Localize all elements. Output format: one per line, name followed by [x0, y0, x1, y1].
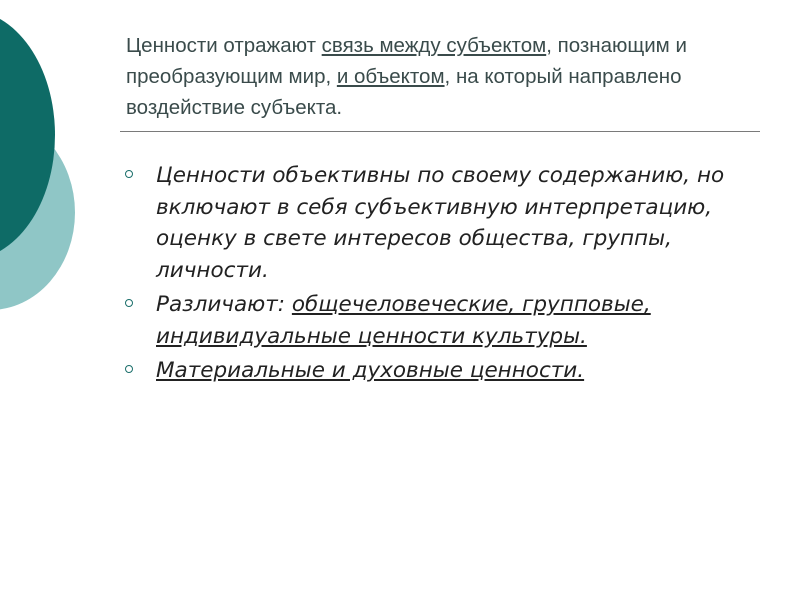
- bullet-prefix: Различают:: [156, 292, 292, 317]
- bullet-link-material-spiritual[interactable]: Материальные и духовные ценности.: [156, 358, 585, 383]
- bullet-list: [120, 160, 760, 390]
- bullet-link-values-types[interactable]: общечеловеческие, групповые, индивидуальные ценности культуры.: [156, 292, 651, 349]
- bullet-item-objective: [120, 160, 760, 286]
- title-link-connection[interactable]: связь между субъектом: [321, 34, 547, 57]
- title-text-1: Ценности отражают: [126, 34, 322, 57]
- bullet-circle-icon: [125, 365, 133, 373]
- bullet-circle-icon: [125, 170, 133, 178]
- bullet-circle-icon: [125, 299, 133, 307]
- bullet-text: Ценности объективны по своему содержанию, но включают в себя субъективную интерпретацию, оценку в свете интересов общества, группы, личности.: [156, 163, 725, 283]
- title-link-object[interactable]: и объектом: [336, 65, 445, 88]
- title-text-2: , познающим и преобразующим мир,: [126, 34, 687, 88]
- title-divider: [120, 131, 760, 132]
- title-text-3: , на который направлено воздействие субъекта.: [126, 65, 682, 119]
- bullet-item-material-spiritual: [120, 355, 760, 387]
- slide-title: [126, 30, 766, 123]
- bullet-item-distinguish: [120, 289, 760, 352]
